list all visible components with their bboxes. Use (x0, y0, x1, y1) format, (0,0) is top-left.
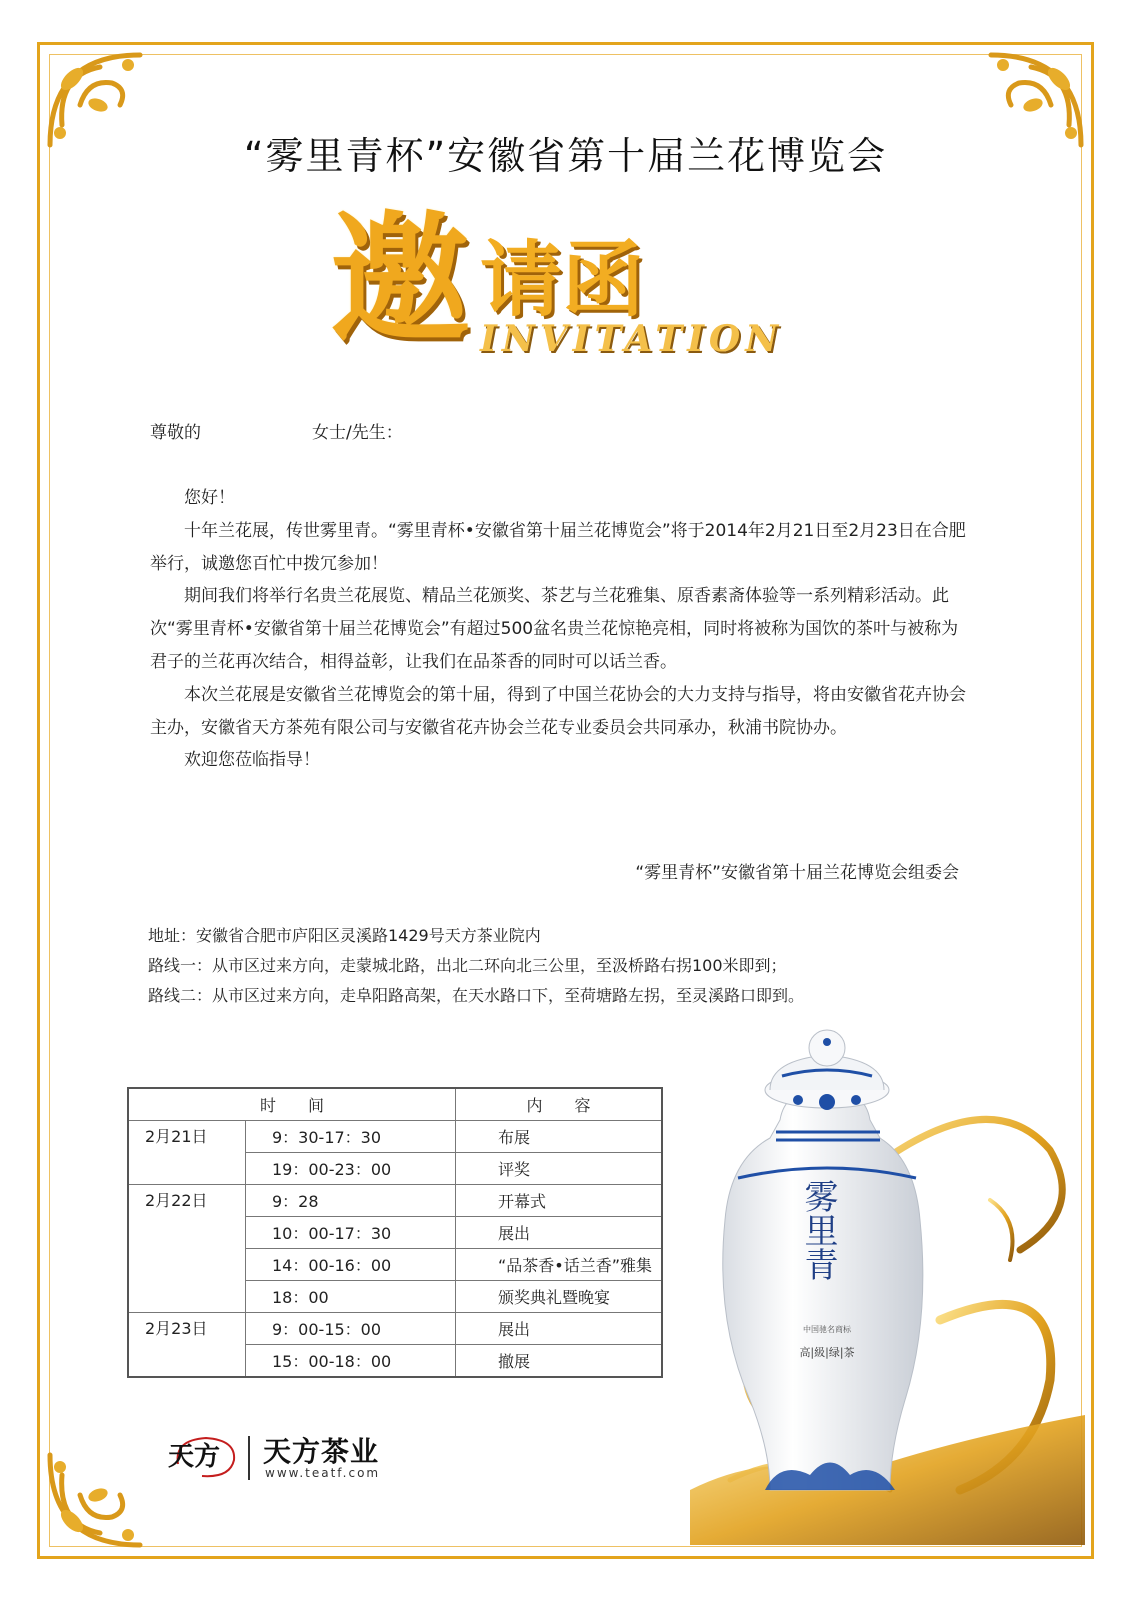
letter-body (150, 482, 975, 777)
letter-paragraph: 期间我们将举行名贵兰花展览、精品兰花颁奖、茶艺与兰花雅集、原香素斋体验等一系列精彩活动。此次“雾里青杯•安徽省第十届兰花博览会”有超过500盆名贵兰花惊艳亮相，同时将被称为国饮的茶叶与被称为君子的兰花再次结合，相得益彰，让我们在品茶香的同时可以话兰香。 (150, 586, 959, 672)
schedule-content: “品茶香•话兰香”雅集 (456, 1249, 663, 1281)
schedule-content: 撤展 (456, 1345, 663, 1378)
letter-greeting: 您好！ (184, 488, 235, 508)
corner-ornament-icon (40, 1445, 150, 1555)
table-header-row (128, 1088, 662, 1121)
table-row (128, 1121, 662, 1153)
logo-name: 天方茶业 (263, 1435, 380, 1468)
salutation-prefix: 尊敬的 (150, 423, 201, 443)
jar-subtitle: 中国驰名商标 (803, 1325, 851, 1334)
invitation-heading (330, 190, 830, 380)
schedule-time: 14：00-16：00 (246, 1249, 456, 1281)
jar-label: 高|級|绿|茶 (799, 1346, 855, 1359)
invitation-first-char: 邀 (330, 198, 471, 362)
schedule-time: 18：00 (246, 1281, 456, 1313)
company-logo (168, 1430, 408, 1490)
logo-divider (248, 1436, 250, 1480)
schedule-content: 评奖 (456, 1153, 663, 1185)
schedule-date: 2月23日 (128, 1313, 246, 1378)
logo-url: www.teatf.com (265, 1466, 381, 1480)
address-route-1: 路线一：从市区过来方向，走蒙城北路，出北二环向北三公里，至汲桥路右拐100米即到； (148, 956, 787, 975)
schedule-time: 15：00-18：00 (246, 1345, 456, 1378)
invitation-rest-chars: 请函 (480, 232, 645, 328)
invitation-english: INVITATION (480, 318, 784, 360)
header-content: 内 容 (456, 1088, 663, 1121)
schedule-content: 展出 (456, 1217, 663, 1249)
table-row (128, 1313, 662, 1345)
signature: “雾里青杯”安徽省第十届兰花博览会组委会 (635, 863, 959, 883)
letter-paragraph: 十年兰花展，传世雾里青。“雾里青杯•安徽省第十届兰花博览会”将于2014年2月21日至2月23日在合肥举行，诚邀您百忙中拨冗参加！ (150, 520, 966, 574)
schedule-date: 2月22日 (128, 1185, 246, 1313)
schedule-content: 布展 (456, 1121, 663, 1153)
address-block (148, 921, 804, 1011)
logo-mark: 天方 (168, 1442, 221, 1472)
schedule-time: 19：00-23：00 (246, 1153, 456, 1185)
address-location: 地址：安徽省合肥市庐阳区灵溪路1429号天方茶业院内 (148, 926, 541, 945)
schedule-table (127, 1087, 663, 1378)
schedule-time: 10：00-17：30 (246, 1217, 456, 1249)
event-title: “雾里青杯”安徽省第十届兰花博览会 (243, 134, 888, 178)
salutation-suffix: 女士/先生： (312, 423, 403, 443)
address-route-2: 路线二：从市区过来方向，走阜阳路高架，在天水路口下，至荷塘路左拐，至灵溪路口即到。 (148, 986, 805, 1005)
letter-paragraph: 本次兰花展是安徽省兰花博览会的第十届，得到了中国兰花协会的大力支持与指导，将由安徽省花卉协会主办，安徽省天方茶苑有限公司与安徽省花卉协会兰花专业委员会共同承办，秋浦书院协办。 (150, 684, 966, 738)
schedule-content: 颁奖典礼暨晚宴 (456, 1281, 663, 1313)
schedule-time: 9：28 (246, 1185, 456, 1217)
schedule-time: 9：00-15：00 (246, 1313, 456, 1345)
tea-jar-icon (690, 1020, 1085, 1545)
schedule-date: 2月21日 (128, 1121, 246, 1185)
schedule-content: 开幕式 (456, 1185, 663, 1217)
header-time: 时 间 (128, 1088, 456, 1121)
schedule-content: 展出 (456, 1313, 663, 1345)
schedule-time: 9：30-17：30 (246, 1121, 456, 1153)
tea-jar-illustration (690, 1020, 1085, 1545)
jar-brand: 雾里青 (798, 1179, 838, 1281)
letter-closing: 欢迎您莅临指导！ (184, 750, 320, 771)
table-row (128, 1185, 662, 1217)
